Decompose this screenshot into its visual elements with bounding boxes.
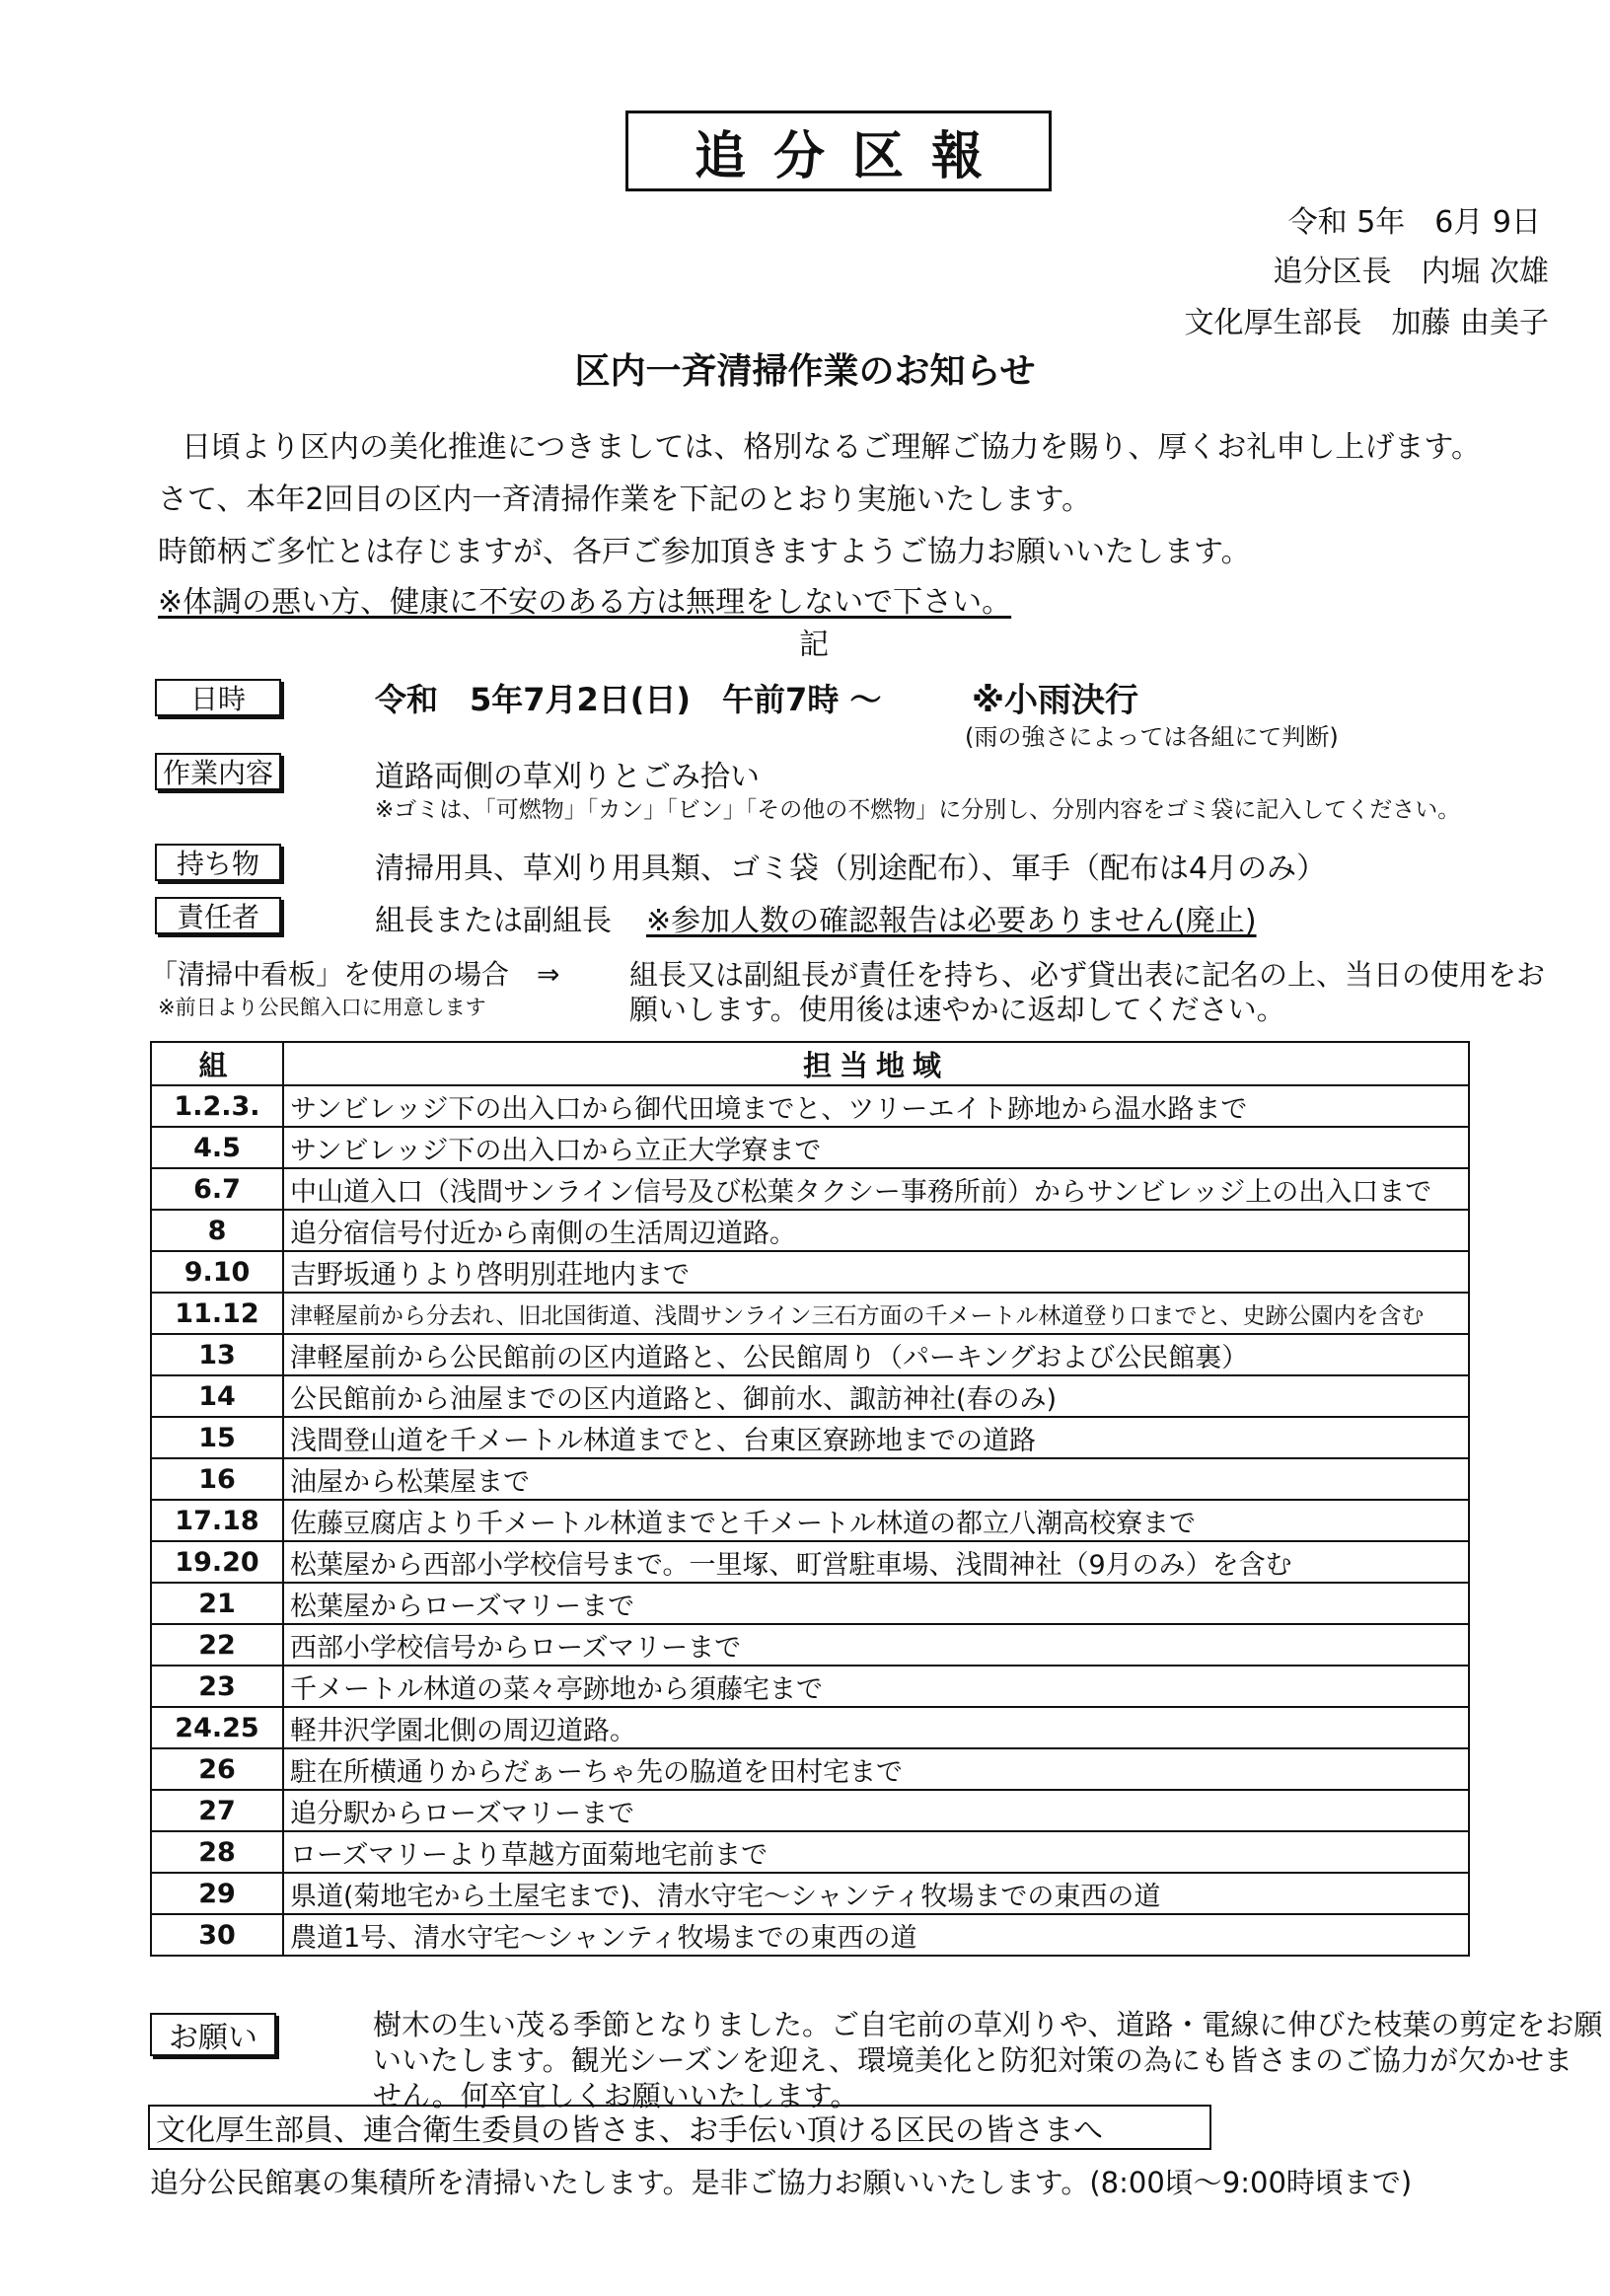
sign-subnote: ※前日より公民館入口に用意します	[158, 996, 486, 1019]
area-cell: 浅間登山道を千メートル林道までと、台東区寮跡地までの道路	[283, 1417, 1469, 1458]
group-cell: 6.7	[151, 1168, 283, 1210]
group-cell: 13	[151, 1334, 283, 1375]
group-cell: 17.18	[151, 1500, 283, 1541]
area-cell: 西部小学校信号からローズマリーまで	[283, 1624, 1469, 1666]
group-cell: 15	[151, 1417, 283, 1458]
group-cell: 30	[151, 1914, 283, 1956]
health-caution: ※体調の悪い方、健康に不安のある方は無理をしないで下さい。	[158, 585, 1012, 620]
group-cell: 28	[151, 1831, 283, 1873]
responsible-value: 組長または副組長	[375, 904, 612, 938]
column-header-area: 担当地域	[283, 1042, 1469, 1085]
items-value: 清掃用具、草刈り用具類、ゴミ袋（別途配布）、軍手（配布は4月のみ）	[375, 852, 1327, 886]
group-cell: 14	[151, 1375, 283, 1417]
group-cell: 26	[151, 1748, 283, 1790]
area-table	[150, 1041, 1470, 1957]
group-cell: 23	[151, 1666, 283, 1707]
area-cell: 農道1号、清水守宅～シャンティ牧場までの東西の道	[283, 1914, 1469, 1956]
table-header-row	[151, 1042, 1469, 1085]
table-row	[151, 1624, 1469, 1666]
area-cell: 追分駅からローズマリーまで	[283, 1790, 1469, 1831]
table-row	[151, 1914, 1469, 1956]
responsible-note: ※参加人数の確認報告は必要ありません(廃止)	[646, 904, 1257, 938]
table-row	[151, 1293, 1469, 1334]
rain-subnote: (雨の強さによっては各組にて判断)	[965, 723, 1339, 751]
rain-note: ※小雨決行	[972, 681, 1139, 720]
table-row	[151, 1085, 1469, 1127]
notice-paragraph-2: さて、本年2回目の区内一斉清掃作業を下記のとおり実施いたします。	[158, 482, 1092, 517]
area-cell: サンビレッジ下の出入口から御代田境までと、ツリーエイト跡地から温水路まで	[283, 1085, 1469, 1127]
column-header-group: 組	[151, 1042, 283, 1085]
area-cell: 追分宿信号付近から南側の生活周辺道路。	[283, 1210, 1469, 1251]
group-cell: 4.5	[151, 1127, 283, 1168]
table-row	[151, 1666, 1469, 1707]
group-cell: 8	[151, 1210, 283, 1251]
notice-paragraph-1: 日頃より区内の美化推進につきましては、格別なるご理解ご協力を賜り、厚くお礼申し上げます。	[182, 430, 1481, 465]
group-cell: 19.20	[151, 1541, 283, 1583]
table-row	[151, 1790, 1469, 1831]
work-label: 作業内容	[155, 753, 281, 790]
volunteer-notice-box: 文化厚生部員、連合衛生委員の皆さま、お手伝い頂ける区民の皆さまへ	[148, 2105, 1211, 2150]
area-cell: 駐在所横通りからだぁーちゃ先の脇道を田村宅まで	[283, 1748, 1469, 1790]
group-cell: 24.25	[151, 1707, 283, 1748]
department-head: 文化厚生部長 加藤 由美子	[1184, 306, 1549, 340]
table-row	[151, 1541, 1469, 1583]
area-cell: 油屋から松葉屋まで	[283, 1458, 1469, 1500]
area-cell: 吉野坂通りより啓明別荘地内まで	[283, 1251, 1469, 1293]
area-cell: 中山道入口（浅間サンライン信号及び松葉タクシー事務所前）からサンビレッジ上の出入口まで	[283, 1168, 1469, 1210]
group-cell: 21	[151, 1583, 283, 1624]
table-row	[151, 1458, 1469, 1500]
table-row	[151, 1500, 1469, 1541]
request-label: お願い	[150, 2013, 276, 2056]
table-row	[151, 1583, 1469, 1624]
request-line-3: せん。何卒宜しくお願いいたします。	[373, 2079, 859, 2112]
request-line-2: いいたします。観光シーズンを迎え、環境美化と防犯対策の為にも皆さまのご協力が欠かせま	[373, 2043, 1573, 2077]
page-title: 追分区報	[625, 111, 1052, 191]
area-cell: ローズマリーより草越方面菊地宅前まで	[283, 1831, 1469, 1873]
datetime-value: 令和 5年7月2日(日) 午前7時 ～	[375, 681, 882, 718]
table-row	[151, 1251, 1469, 1293]
work-note: ※ゴミは、「可燃物」「カン」「ビン」「その他の不燃物」に分別し、分別内容をゴミ袋に記入してください。	[375, 797, 1461, 823]
sign-text-line-2: 願いします。使用後は速やかに返却してください。	[629, 993, 1285, 1026]
area-cell: 津軽屋前から公民館前の区内道路と、公民館周り（パーキングおよび公民館裏）	[283, 1334, 1469, 1375]
area-cell: 軽井沢学園北側の周辺道路。	[283, 1707, 1469, 1748]
area-cell: 松葉屋からローズマリーまで	[283, 1583, 1469, 1624]
work-value: 道路両側の草刈りとごみ拾い	[375, 760, 760, 794]
group-cell: 27	[151, 1790, 283, 1831]
footer-line: 追分公民館裏の集積所を清掃いたします。是非ご協力お願いいたします。(8:00頃～9:00時頃まで)	[150, 2166, 1413, 2199]
group-cell: 16	[151, 1458, 283, 1500]
table-row	[151, 1831, 1469, 1873]
responsible-label: 責任者	[155, 897, 281, 934]
ki-mark: 記	[799, 628, 829, 662]
table-row	[151, 1873, 1469, 1914]
table-row	[151, 1334, 1469, 1375]
area-cell: 佐藤豆腐店より千メートル林道までと千メートル林道の都立八潮高校寮まで	[283, 1500, 1469, 1541]
datetime-label: 日時	[155, 679, 281, 716]
issue-date: 令和 5年 6月 9日	[1287, 205, 1541, 240]
items-label: 持ち物	[155, 844, 281, 881]
sign-text-line-1: 組長又は副組長が責任を持ち、必ず貸出表に記名の上、当日の使用をお	[629, 958, 1546, 992]
notice-heading: 区内一斉清掃作業のお知らせ	[574, 351, 1036, 392]
table-row	[151, 1748, 1469, 1790]
table-row	[151, 1375, 1469, 1417]
table-row	[151, 1707, 1469, 1748]
group-cell: 9.10	[151, 1251, 283, 1293]
area-cell: 公民館前から油屋までの区内道路と、御前水、諏訪神社(春のみ)	[283, 1375, 1469, 1417]
area-cell: 県道(菊地宅から土屋宅まで)、清水守宅～シャンティ牧場までの東西の道	[283, 1873, 1469, 1914]
notice-paragraph-3: 時節柄ご多忙とは存じますが、各戸ご参加頂きますようご協力お願いいたします。	[158, 535, 1251, 569]
group-cell: 29	[151, 1873, 283, 1914]
area-cell: 千メートル林道の菜々亭跡地から須藤宅まで	[283, 1666, 1469, 1707]
sign-label: 「清掃中看板」を使用の場合 ⇒	[150, 958, 560, 991]
group-cell: 1.2.3.	[151, 1085, 283, 1127]
group-cell: 11.12	[151, 1293, 283, 1334]
district-chief: 追分区長 内堀 次雄	[1273, 255, 1549, 289]
area-cell: 松葉屋から西部小学校信号まで。一里塚、町営駐車場、浅間神社（9月のみ）を含む	[283, 1541, 1469, 1583]
area-cell: サンビレッジ下の出入口から立正大学寮まで	[283, 1127, 1469, 1168]
group-cell: 22	[151, 1624, 283, 1666]
request-line-1: 樹木の生い茂る季節となりました。ご自宅前の草刈りや、道路・電線に伸びた枝葉の剪定をお願	[373, 2008, 1603, 2041]
table-row	[151, 1417, 1469, 1458]
area-cell: 津軽屋前から分去れ、旧北国街道、浅間サンライン三石方面の千メートル林道登り口までと、史跡公園内を含む	[283, 1293, 1469, 1334]
table-row	[151, 1168, 1469, 1210]
table-row	[151, 1127, 1469, 1168]
table-row	[151, 1210, 1469, 1251]
